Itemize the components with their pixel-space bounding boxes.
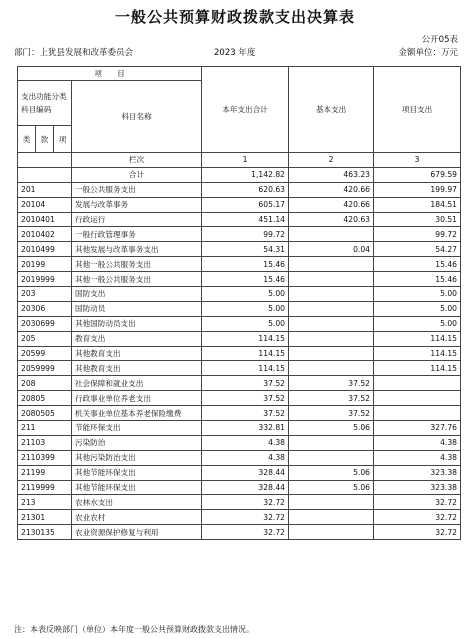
row-basic: 37.52 [289,376,374,391]
row-name: 其他教育支出 [72,361,202,376]
row-code: 21103 [18,435,72,450]
row-name: 一般公共服务支出 [72,182,202,197]
row-total: 332.81 [202,421,289,436]
column-row-label: 栏次 [72,153,202,168]
row-code: 2030699 [18,316,72,331]
row-code: 21301 [18,510,72,525]
total-row [18,167,461,182]
table-row [18,272,461,287]
column-number-3: 3 [374,153,461,168]
row-total: 54.31 [202,242,289,257]
row-basic [289,435,374,450]
row-total: 5.00 [202,301,289,316]
table-row [18,510,461,525]
row-basic [289,301,374,316]
row-code: 20104 [18,197,72,212]
row-code: 2010402 [18,227,72,242]
row-code: 213 [18,495,72,510]
row-project: 4.38 [374,435,461,450]
column-number-row [18,153,461,168]
row-total: 620.63 [202,182,289,197]
table-row [18,257,461,272]
row-total: 4.38 [202,450,289,465]
row-name: 农业资源保护修复与利用 [72,525,202,540]
row-project: 32.72 [374,510,461,525]
row-basic: 5.06 [289,465,374,480]
row-basic [289,257,374,272]
total-amount: 1,142.82 [202,167,289,182]
row-total: 451.14 [202,212,289,227]
header-basic: 基本支出 [289,67,374,153]
row-name: 发展与改革事务 [72,197,202,212]
row-project: 99.72 [374,227,461,242]
row-name: 教育支出 [72,331,202,346]
row-total: 114.15 [202,346,289,361]
row-project: 114.15 [374,361,461,376]
table-row [18,465,461,480]
row-total: 5.00 [202,316,289,331]
row-project: 323.38 [374,480,461,495]
table-row [18,287,461,302]
row-name: 其他教育支出 [72,346,202,361]
row-project: 15.46 [374,272,461,287]
row-project: 15.46 [374,257,461,272]
row-total: 99.72 [202,227,289,242]
row-project: 5.00 [374,316,461,331]
table-row [18,450,461,465]
row-name: 其他一般公共服务支出 [72,257,202,272]
table-row [18,346,461,361]
table-row [18,406,461,421]
row-basic [289,272,374,287]
row-name: 机关事业单位基本养老保险缴费 [72,406,202,421]
row-code: 2119999 [18,480,72,495]
row-code: 20599 [18,346,72,361]
header-project: 项目支出 [374,67,461,153]
total-project: 679.59 [374,167,461,182]
row-basic [289,450,374,465]
row-project: 4.38 [374,450,461,465]
row-basic: 37.52 [289,391,374,406]
row-basic [289,346,374,361]
row-basic [289,316,374,331]
row-name: 其他污染防治支出 [72,450,202,465]
row-total: 5.00 [202,287,289,302]
row-project [374,406,461,421]
row-name: 其他节能环保支出 [72,480,202,495]
table-row [18,182,461,197]
row-project: 114.15 [374,331,461,346]
row-total: 328.44 [202,480,289,495]
header-code-label: 支出功能分类科目编码 [18,81,72,126]
row-project: 323.38 [374,465,461,480]
year-label: 2023 年度 [214,48,256,58]
report-title: 一般公共预算财政拨款支出决算表 [114,8,355,26]
row-code: 20306 [18,301,72,316]
table-row [18,480,461,495]
table-row [18,376,461,391]
header-kuan: 款 [36,126,54,153]
total-label: 合计 [72,167,202,182]
row-project: 199.97 [374,182,461,197]
row-name: 社会保障和就业支出 [72,376,202,391]
row-basic: 37.52 [289,406,374,421]
row-total: 4.38 [202,435,289,450]
row-total: 605.17 [202,197,289,212]
unit-label: 金额单位：万元 [398,48,458,58]
table-row [18,421,461,436]
table-row [18,316,461,331]
table-row [18,525,461,540]
row-code: 2019999 [18,272,72,287]
row-project: 32.72 [374,495,461,510]
row-name: 其他一般公共服务支出 [72,272,202,287]
row-total: 114.15 [202,331,289,346]
row-total: 328.44 [202,465,289,480]
row-code: 2010499 [18,242,72,257]
table-row [18,212,461,227]
table-row [18,242,461,257]
total-basic: 463.23 [289,167,374,182]
row-total: 32.72 [202,525,289,540]
header-row-item [18,67,461,81]
row-basic [289,331,374,346]
row-total: 114.15 [202,361,289,376]
row-name: 国防动员 [72,301,202,316]
table-row [18,495,461,510]
row-project [374,391,461,406]
row-project: 32.72 [374,525,461,540]
row-project: 5.00 [374,287,461,302]
row-basic [289,525,374,540]
header-lei: 类 [18,126,36,153]
row-total: 37.52 [202,406,289,421]
row-name: 污染防治 [72,435,202,450]
row-total: 15.46 [202,257,289,272]
row-code: 20805 [18,391,72,406]
row-code: 20199 [18,257,72,272]
row-code: 205 [18,331,72,346]
row-name: 行政运行 [72,212,202,227]
row-code: 2010401 [18,212,72,227]
row-total: 37.52 [202,376,289,391]
row-code: 2080505 [18,406,72,421]
table-row [18,435,461,450]
row-code: 21199 [18,465,72,480]
table-row [18,361,461,376]
footnote: 注：本表反映部门（单位）本年度一般公共预算财政拨款支出情况。 [14,625,254,634]
row-name: 农业农村 [72,510,202,525]
row-name: 其他国防动员支出 [72,316,202,331]
table-row [18,227,461,242]
row-project: 327.76 [374,421,461,436]
row-basic: 420.66 [289,182,374,197]
row-name: 其他发展与改革事务支出 [72,242,202,257]
row-name: 国防支出 [72,287,202,302]
row-code: 2059999 [18,361,72,376]
column-number-2: 2 [289,153,374,168]
expenditure-table [17,66,461,540]
row-code: 2130135 [18,525,72,540]
header-xiang: 项 [54,126,72,153]
header-total: 本年支出合计 [202,67,289,153]
row-name: 农林水支出 [72,495,202,510]
row-basic [289,287,374,302]
row-basic [289,510,374,525]
row-total: 15.46 [202,272,289,287]
row-code: 208 [18,376,72,391]
row-name: 一般行政管理事务 [72,227,202,242]
row-code: 2110399 [18,450,72,465]
row-total: 32.72 [202,510,289,525]
row-basic: 5.06 [289,480,374,495]
table-row [18,331,461,346]
row-name: 其他节能环保支出 [72,465,202,480]
department-label: 部门：上犹县发展和改革委员会 [14,48,134,58]
row-total: 37.52 [202,391,289,406]
row-basic: 420.66 [289,197,374,212]
row-name: 行政事业单位养老支出 [72,391,202,406]
row-name: 节能环保支出 [72,421,202,436]
table-row [18,301,461,316]
column-number-1: 1 [202,153,289,168]
header-name-label: 科目名称 [72,81,202,153]
row-project: 5.00 [374,301,461,316]
row-basic: 5.06 [289,421,374,436]
form-number: 公开05表 [421,35,458,45]
row-total: 32.72 [202,495,289,510]
table-row [18,197,461,212]
row-code: 201 [18,182,72,197]
row-project: 54.27 [374,242,461,257]
row-project: 184.51 [374,197,461,212]
row-code: 203 [18,287,72,302]
row-basic [289,495,374,510]
row-project: 114.15 [374,346,461,361]
row-project: 30.51 [374,212,461,227]
row-basic: 420.63 [289,212,374,227]
table-row [18,391,461,406]
row-project [374,376,461,391]
row-code: 211 [18,421,72,436]
row-basic: 0.04 [289,242,374,257]
row-basic [289,361,374,376]
row-basic [289,227,374,242]
header-item: 项 目 [18,67,202,81]
